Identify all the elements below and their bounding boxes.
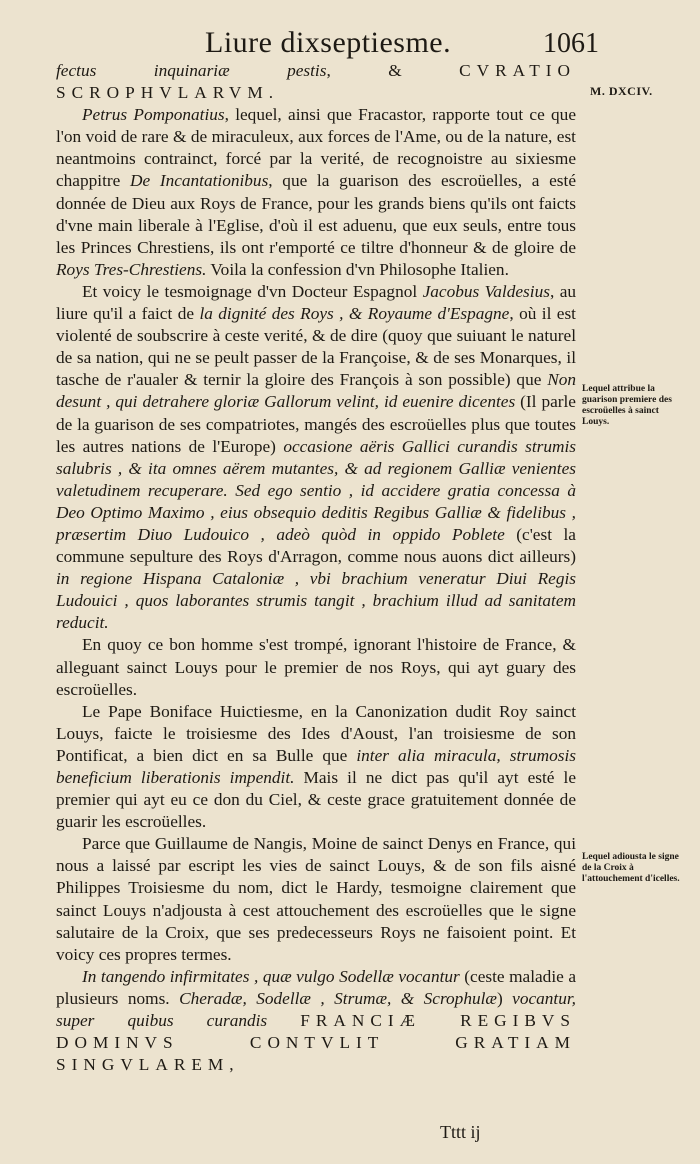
paragraph: En quoy ce bon homme s'est trompé, ignorant l'histoire de France, & alleguant sainct Louys pour le premier de nos Roys, qui ayt guary des escroüelles. [56, 635, 576, 699]
author-name: Jacobus Valdesius [422, 281, 550, 301]
paragraph: Parce que Guillaume de Nangis, Moine de sainct Denys en France, qui nous a laissé par escript les vies de sainct Louys, & de son fils aisné Philippes Troisiesme du nom, dict le Hardy, tesmoigne clairement que sainct Louys n'adjousta à cest attouchement des escroüelles que le signe salutaire de la Croix, que ses predecesseurs Roys ne faisoient point. Et voicy ces propres termes. [56, 834, 576, 964]
text-run: ) [496, 988, 513, 1008]
signature-mark: Tttt ij [440, 1122, 481, 1142]
paragraph [56, 60, 576, 104]
latin-caps-text: FRANCIÆ REGIBVS DOMINVS CONTVLIT GRATIAM SINGVLAREM, [56, 1011, 576, 1075]
margin-note-first-cure: Lequel attribue la guarison premiere des escroüelles à sainct Louys. [582, 384, 672, 427]
paragraph [56, 701, 576, 834]
text-run: (c'est la commune sepulture des Roys d'Arragon, comme nous auons dict ailleurs) [56, 524, 576, 567]
latin-quote: vocantur, super quibus curandis [56, 988, 576, 1031]
latin-quote: occasione aëris Gallici curandis strumis salubris , & ita omnes aërem mutantes, & ad regionem Galliæ venientes valetudinem recuperare. Sed ego sentio , id accidere gratia concessa à Deo Optimo Maximo , eius obsequio deditis Regibus Galliæ & fidelibus , præsertim Diuo Ludouico , adeò quòd in oppido Poblete [56, 436, 576, 544]
paragraph [56, 966, 576, 1076]
text-run: (Il parle de la guarison de ses compatriotes, mangés des escroüelles plus que toutes les autres nations de l'Europe) [56, 392, 576, 456]
text-run: , que la guarison des escroüelles, a esté donnée de Dieu aux Roys de France, pour les grands biens qu'ils ont faicts d'vne main liberale à l'Eglise, d'où il est aduenu, que eux seuls, entre tous les Princes Chrestiens, ils ont r'emporté ce tiltre d'honneur & de gloire de [56, 171, 576, 257]
latin-quote: In tangendo infirmitates , quæ vulgo Sodellæ vocantur [82, 966, 460, 986]
text-run: Mais il ne dict pas qu'il ayt esté le premier qui ayt eu ce don du Ciel, & ceste grace gratuitement donnée de guarir les escroüelles. [56, 768, 576, 832]
text-run: Et voicy le tesmoignage d'vn Docteur Espagnol [82, 281, 423, 301]
text-run: , où il est violenté de soubscrire à ceste verité, & de dire (quoy que suiuant le naturel de sa nation, qui ne se peult passer de la Françoise, & de ses Monarques, il tasche de r'aualer & ternir la gloire des François à son possible) que [56, 304, 576, 390]
book-title: De Incantationibus [129, 171, 269, 191]
running-title: Liure dixseptiesme. [205, 26, 452, 59]
page-header [0, 22, 700, 62]
latin-quote: Non desunt , qui detrahere gloriæ Gallorum velint, id euenire dicentes [56, 370, 576, 412]
book-title: la dignité des Roys , & Royaume d'Espagne [199, 304, 510, 324]
text-run: , lequel, ainsi que Fracastor, rapporte tout ce que l'on void de rare & de miraculeux, aux forces de l'Ame, ou de la nature, est neantmoins contrainct, forcé par la verité, de recognoistre au sixiesme chappitre [56, 105, 576, 191]
paragraph [56, 104, 576, 281]
margin-note-sign-of-cross: Lequel adiousta le signe de la Croix à l'attouchement d'icelles. [582, 852, 680, 884]
latin-quote: in regione Hispana Cataloniæ , vbi brachium veneratur Diui Regis Ludouici , quos laborantes strumis tangit , brachium illud ad sanitatem reducit. [56, 569, 576, 633]
main-text-column [56, 60, 576, 1076]
margin-year-reference: M. DXCIV. [590, 84, 653, 98]
text-run: , au liure qu'il a faict de [56, 281, 576, 324]
text-run: (ceste maladie a plusieurs noms. [56, 966, 576, 1008]
latin-text: fectus inquinariæ pestis [56, 61, 327, 80]
text-run: , & [326, 61, 460, 80]
latin-quote: inter alia miracula, strumosis beneficium liberationis impendit. [56, 745, 576, 787]
text-run: Le Pape Boniface Huictiesme, en la Canonization dudit Roy sainct Louys, faicte le troisiesme des Ides d'Aoust, l'an troisiesme de son Pontificat, a bien dict en sa Bulle que [56, 701, 576, 765]
text-run: Voila la confession d'vn Philosophe Italien. [206, 259, 509, 279]
latin-text: Cheradæ, Sodellæ , Strumæ, & Scrophulæ [179, 988, 497, 1008]
paragraph [56, 281, 576, 635]
latin-caps-text: CVRATIO SCROPHVLARVM. [56, 61, 576, 103]
page-number: 1061 [543, 28, 599, 59]
latin-text: Roys Tres-Chrestiens. [56, 259, 207, 279]
author-name: Petrus Pomponatius [82, 105, 225, 125]
